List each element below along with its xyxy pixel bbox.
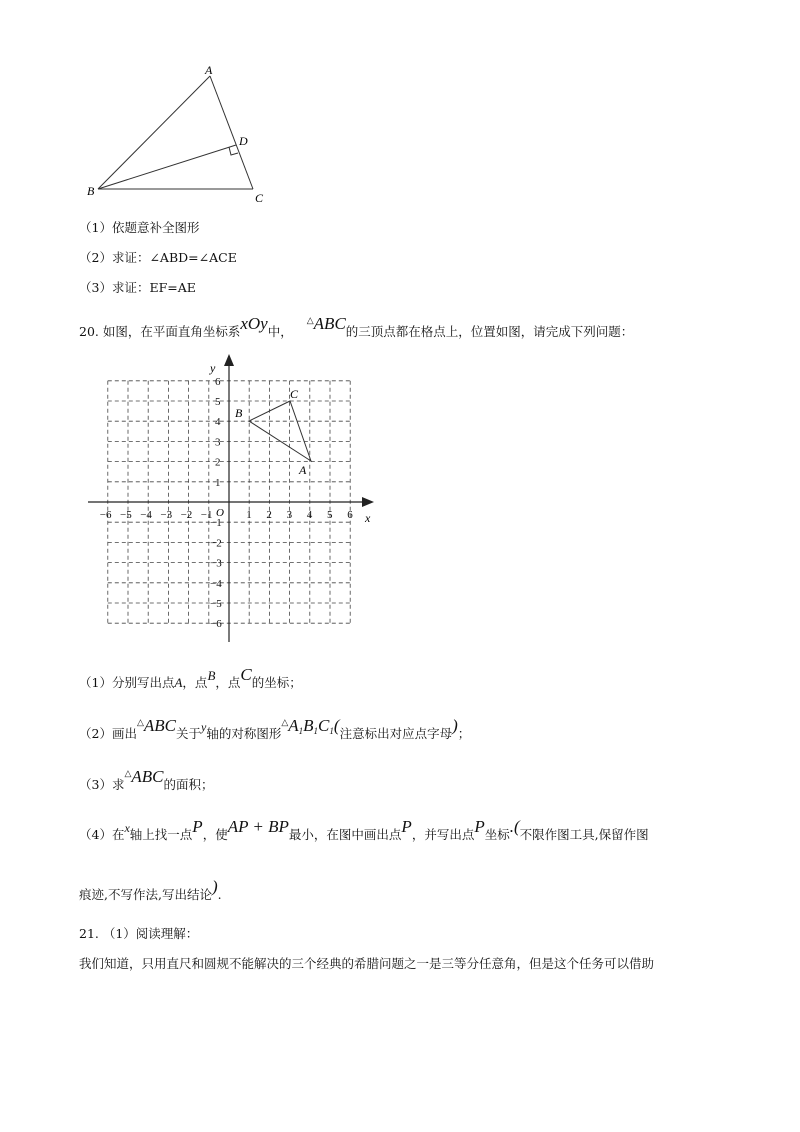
triangle-figure — [80, 60, 280, 210]
x-tick-label: 2 — [266, 509, 272, 521]
y-tick-label: −3 — [210, 557, 222, 570]
label-d: D — [239, 134, 248, 148]
segment-bd — [98, 145, 236, 189]
q19-part2: （2）求证：∠ABD=∠ACE — [79, 250, 237, 265]
y-tick-label: −6 — [210, 618, 222, 631]
label-a: A — [205, 63, 213, 77]
q20-part4-cont: 痕迹,不写作法,写出结论). — [79, 877, 222, 902]
point-c-label: C — [290, 387, 299, 401]
q20-part3: （3）求△ABC的面积； — [79, 767, 214, 792]
label-c: C — [255, 191, 264, 205]
point-b-label: B — [235, 406, 243, 420]
y-tick-label: −1 — [210, 517, 222, 530]
q19-part1: （1）依题意补全图形 — [79, 220, 200, 235]
y-tick-label: 5 — [215, 396, 221, 408]
segment-ab — [98, 76, 210, 189]
y-tick-label: 3 — [215, 436, 221, 449]
segment-ac — [210, 76, 253, 189]
x-tick-label: −3 — [160, 509, 173, 521]
triangle-abc — [249, 401, 311, 461]
x-tick-label: −6 — [99, 509, 112, 521]
x-axis-arrow — [362, 497, 374, 507]
coordinate-grid — [85, 352, 385, 652]
q21-heading: 21. （1）阅读理解： — [79, 926, 199, 941]
x-tick-label: 3 — [286, 509, 293, 521]
x-tick-label: −1 — [200, 509, 213, 521]
y-axis-arrow — [224, 354, 234, 366]
x-tick-label: −4 — [140, 509, 152, 521]
y-tick-label: 6 — [215, 375, 221, 388]
q20-part2: （2）画出△ABC关于y轴的对称图形△A1B1C1(注意标出对应点字母)； — [79, 716, 471, 741]
q20-part1: （1）分别写出点A，点B，点C的坐标； — [79, 665, 302, 690]
y-tick-label: 4 — [215, 416, 221, 429]
x-tick-label: 6 — [347, 509, 353, 521]
point-a-label: A — [299, 463, 307, 477]
y-tick-label: −4 — [210, 577, 222, 590]
q20-part4: （4）在x轴上找一点P，使AP + BP最小，在图中画出点P，并写出点P坐标.(不限作图工具,保留作图 — [79, 817, 649, 842]
axis-y-label: y — [210, 361, 216, 375]
y-tick-label: 2 — [215, 456, 221, 469]
label-b: B — [87, 184, 95, 198]
x-tick-label: −5 — [120, 509, 132, 521]
q20-stem: 20. 如图，在平面直角坐标系xOy中，△ABC的三顶点都在格点上，位置如图，请完成下列问题： — [79, 314, 634, 339]
y-tick-label: −2 — [210, 537, 222, 550]
q21-text: 我们知道，只用直尺和圆规不能解决的三个经典的希腊问题之一是三等分任意角，但是这个任务可以借助 — [79, 956, 655, 971]
right-angle-mark — [229, 147, 238, 155]
y-tick-label: −5 — [210, 598, 222, 610]
x-tick-label: −2 — [180, 509, 193, 521]
x-tick-label: 4 — [306, 509, 313, 521]
origin-label: O — [216, 507, 224, 519]
x-tick-label: 5 — [327, 509, 333, 521]
y-tick-label: 1 — [215, 476, 221, 489]
axis-x-label: x — [365, 511, 371, 525]
x-tick-label: 1 — [246, 509, 252, 521]
q19-part3: （3）求证：EF=AE — [79, 280, 196, 295]
